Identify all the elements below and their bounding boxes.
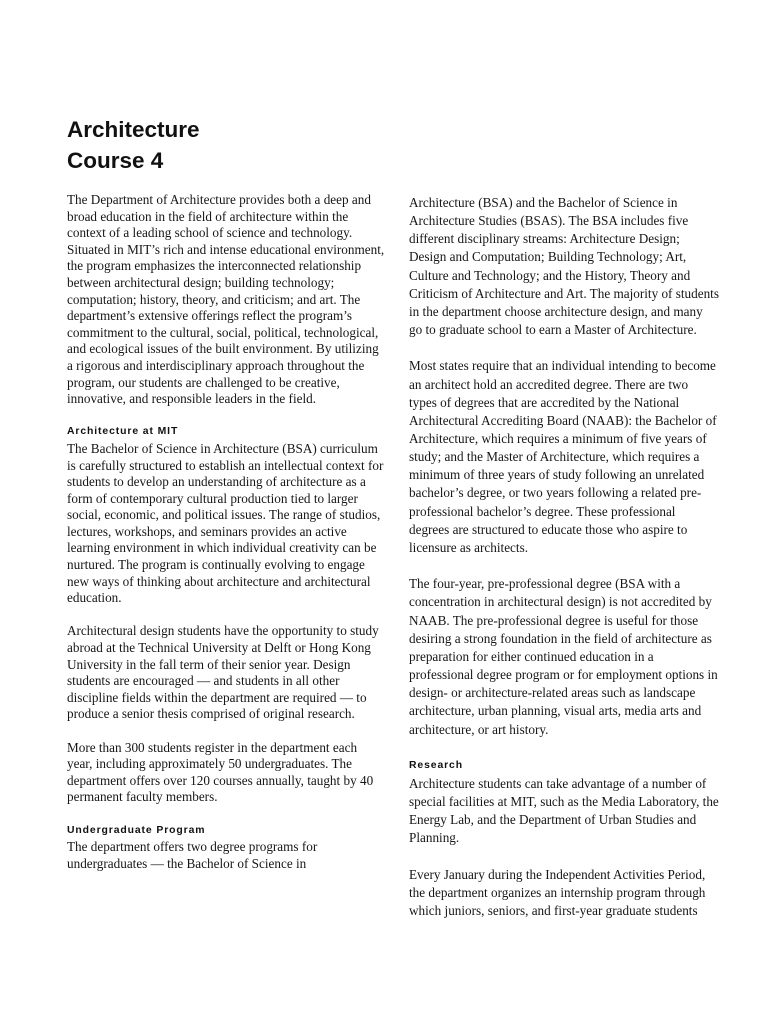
undergrad-paragraph-start: The department offers two degree programs for undergraduates — the Bachelor of Science in [67, 839, 318, 871]
bsa-paragraph: The Bachelor of Science in Architecture (BSA) curriculum is carefully structured to establish an intellectual context for students to develop an understanding of architecture as a form of contemporary cultural production tied to larger social, economic, and political issues. The range of studios, lectures, workshops, and seminars provides an active learning environment in which individual creativity can be nurtured. The program is continually evolving to engage new ways of thinking about architecture and architectural education. [67, 440, 384, 606]
section-heading-research: Research [409, 759, 463, 771]
section-heading-architecture-at-mit: Architecture at MIT [67, 426, 179, 438]
enrollment-paragraph: More than 300 students register in the department each year, including approximately 50 undergraduates. The department offers over 120 courses annually, taught by 40 permanent faculty members. [67, 739, 374, 805]
left-column [67, 192, 385, 872]
page-title-line-1: Architecture [67, 117, 200, 142]
intro-paragraph: The Department of Architecture provides both a deep and broad education in the field of architecture within the context of a leading school of science and technology. Situated in MIT’s rich and intense educational environment, the program emphasizes the interconnected relationship between architectural design; building technology; computation; history, theory, and criticism; and art. The department’s extensive offerings reflect the program’s commitment to the cultural, social, political, technological, and ecological issues of the built environment. By utilizing a rigorous and interdisciplinary approach throughout the program, our students are challenged to be creative, innovative, and responsible leaders in the field. [67, 192, 385, 407]
design-students-paragraph: Architectural design students have the opportunity to study abroad at the Technical University at Delft or Hong Kong University in the fall term of their senior year. Design students are encouraged — and students in all other discipline fields within the department are required — to produce a senior thesis comprised of original research. [67, 623, 379, 722]
section-heading-undergraduate-program: Undergraduate Program [67, 824, 206, 836]
undergrad-paragraph-end: Architecture (BSA) and the Bachelor of Science in Architecture Studies (BSAS). The BSA includes five different disciplinary streams: Architecture Design; Design and Computation; Building Technology; Art, Culture and Technology; and the History, Theory and Criticism of Architecture and Art. The majority of students in the department choose architecture design, and many go to graduate school to earn a Master of Architecture. [409, 195, 719, 338]
preprofessional-paragraph: The four-year, pre-professional degree (BSA with a concentration in architectural design) is not accredited by NAAB. The pre-professional degree is useful for those desiring a strong foundation in the field of architecture as preparation for either continued education in a professional degree program or for employment options in design- or architecture-related areas such as landscape architecture, urban planning, visual arts, media arts and architecture, or art history. [409, 576, 718, 737]
accreditation-paragraph: Most states require that an individual intending to become an architect hold an accredited degree. There are two types of degrees that are accredited by the National Architectural Accrediting Board (NAAB): the Bachelor of Architecture, which requires a minimum of five years of study; and the Master of Architecture, which requires a minimum of three years of study following an unrelated bachelor’s degree, or two years following a related pre-professional bachelor’s degree. These professional degrees are structured to educate those who aspire to licensure as architects. [409, 358, 717, 555]
iap-paragraph: Every January during the Independent Activities Period, the department organizes an internship program through which juniors, seniors, and first-year graduate students [409, 866, 706, 919]
page-title [67, 114, 387, 176]
research-paragraph: Architecture students can take advantage of a number of special facilities at MIT, such as the Media Laboratory, the Energy Lab, and the Department of Urban Studies and Planning. [409, 775, 719, 846]
page-title-line-2: Course 4 [67, 148, 164, 173]
right-column [409, 194, 719, 920]
